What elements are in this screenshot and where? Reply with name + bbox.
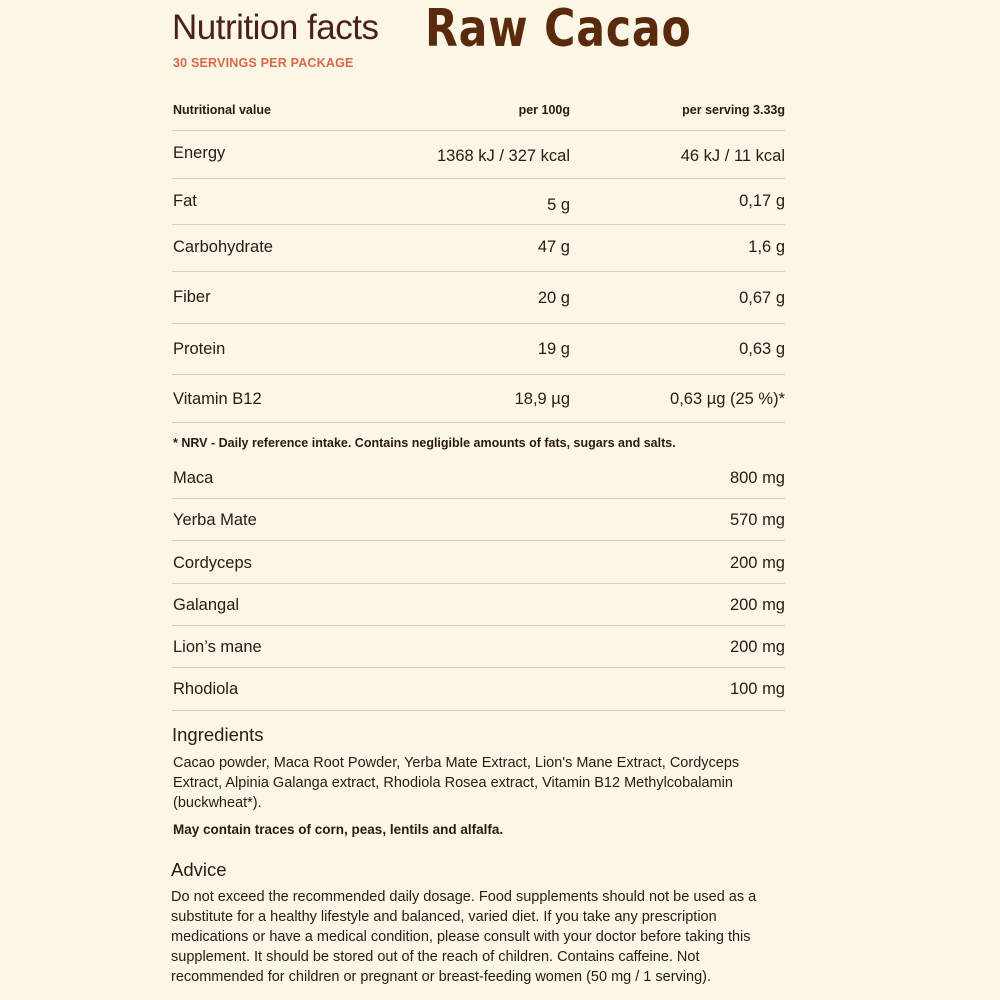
table-row	[172, 375, 785, 423]
row-per-100g: 20 g	[537, 289, 570, 307]
advice-line: medications or have a medical condition, please consult with your doctor before taking this	[171, 929, 751, 945]
extract-name: Lion’s mane	[173, 638, 262, 656]
list-item	[172, 499, 785, 541]
list-item	[172, 541, 785, 584]
advice-line: substitute for a healthy lifestyle and balanced, varied diet. If you take any prescription	[171, 909, 717, 925]
table-header	[172, 98, 785, 131]
row-per-100g: 18,9 µg	[514, 390, 570, 408]
column-header-nutritional-value: Nutritional value	[173, 103, 271, 117]
extract-amount: 100 mg	[729, 680, 785, 698]
list-item	[172, 584, 785, 626]
column-header-per-serving: per serving 3.33g	[682, 103, 785, 117]
list-item	[172, 457, 785, 499]
servings-per-package: 30 SERVINGS PER PACKAGE	[173, 56, 354, 70]
brand-name: Raw Cacao	[425, 0, 692, 59]
allergen-traces: May contain traces of corn, peas, lentils and alfalfa.	[173, 822, 504, 837]
extract-name: Rhodiola	[173, 680, 239, 698]
ingredients-line: Extract, Alpinia Galanga extract, Rhodiola Rosea extract, Vitamin B12 Methylcobalamin	[173, 775, 733, 791]
extract-amount: 570 mg	[729, 511, 785, 529]
extract-name: Galangal	[173, 596, 240, 614]
row-per-100g: 1368 kJ / 327 kcal	[437, 147, 570, 165]
row-per-serving: 0,63 g	[739, 340, 785, 358]
row-per-serving: 0,67 g	[739, 289, 785, 307]
extract-name: Maca	[173, 469, 214, 487]
extract-amount: 200 mg	[729, 554, 785, 572]
advice-heading: Advice	[171, 859, 227, 880]
row-label: Carbohydrate	[173, 238, 273, 256]
page-title: Nutrition facts	[172, 8, 379, 47]
extract-name: Yerba Mate	[173, 511, 257, 529]
row-per-serving: 0,63 µg (25 %)*	[670, 390, 785, 408]
extract-amount: 200 mg	[729, 596, 785, 614]
table-row	[172, 225, 785, 272]
column-header-per-100g: per 100g	[518, 103, 570, 117]
row-label: Fiber	[173, 288, 211, 306]
row-per-100g: 47 g	[537, 238, 570, 256]
row-per-100g: 5 g	[547, 196, 570, 214]
table-row	[172, 179, 785, 225]
advice-line: recommended for children or pregnant or breast-feeding women (50 mg / 1 serving).	[171, 969, 711, 985]
list-item	[172, 626, 785, 668]
extract-name: Cordyceps	[173, 554, 252, 572]
row-label: Fat	[173, 192, 197, 210]
list-item	[172, 668, 785, 711]
row-label: Vitamin B12	[173, 390, 262, 408]
table-row	[172, 272, 785, 324]
nrv-note: * NRV - Daily reference intake. Contains negligible amounts of fats, sugars and salts.	[173, 436, 676, 450]
row-label: Protein	[173, 340, 226, 358]
row-per-100g: 19 g	[537, 340, 570, 358]
advice-line: Do not exceed the recommended daily dosage. Food supplements should not be used as a	[171, 889, 757, 905]
ingredients-line: (buckwheat*).	[173, 795, 262, 811]
extract-amount: 200 mg	[729, 638, 785, 656]
extract-amount: 800 mg	[729, 469, 785, 487]
row-per-serving: 46 kJ / 11 kcal	[680, 147, 785, 165]
row-per-serving: 1,6 g	[748, 238, 785, 256]
table-row	[172, 130, 785, 179]
ingredients-heading: Ingredients	[172, 724, 264, 745]
table-row	[172, 324, 785, 375]
advice-line: supplement. It should be stored out of the reach of children. Contains caffeine. Not	[171, 949, 700, 965]
row-per-serving: 0,17 g	[739, 192, 785, 210]
row-label: Energy	[173, 144, 226, 162]
advice-text	[171, 887, 756, 987]
ingredients-text	[173, 753, 739, 813]
ingredients-line: Cacao powder, Maca Root Powder, Yerba Mate Extract, Lion's Mane Extract, Cordyceps	[173, 755, 740, 771]
